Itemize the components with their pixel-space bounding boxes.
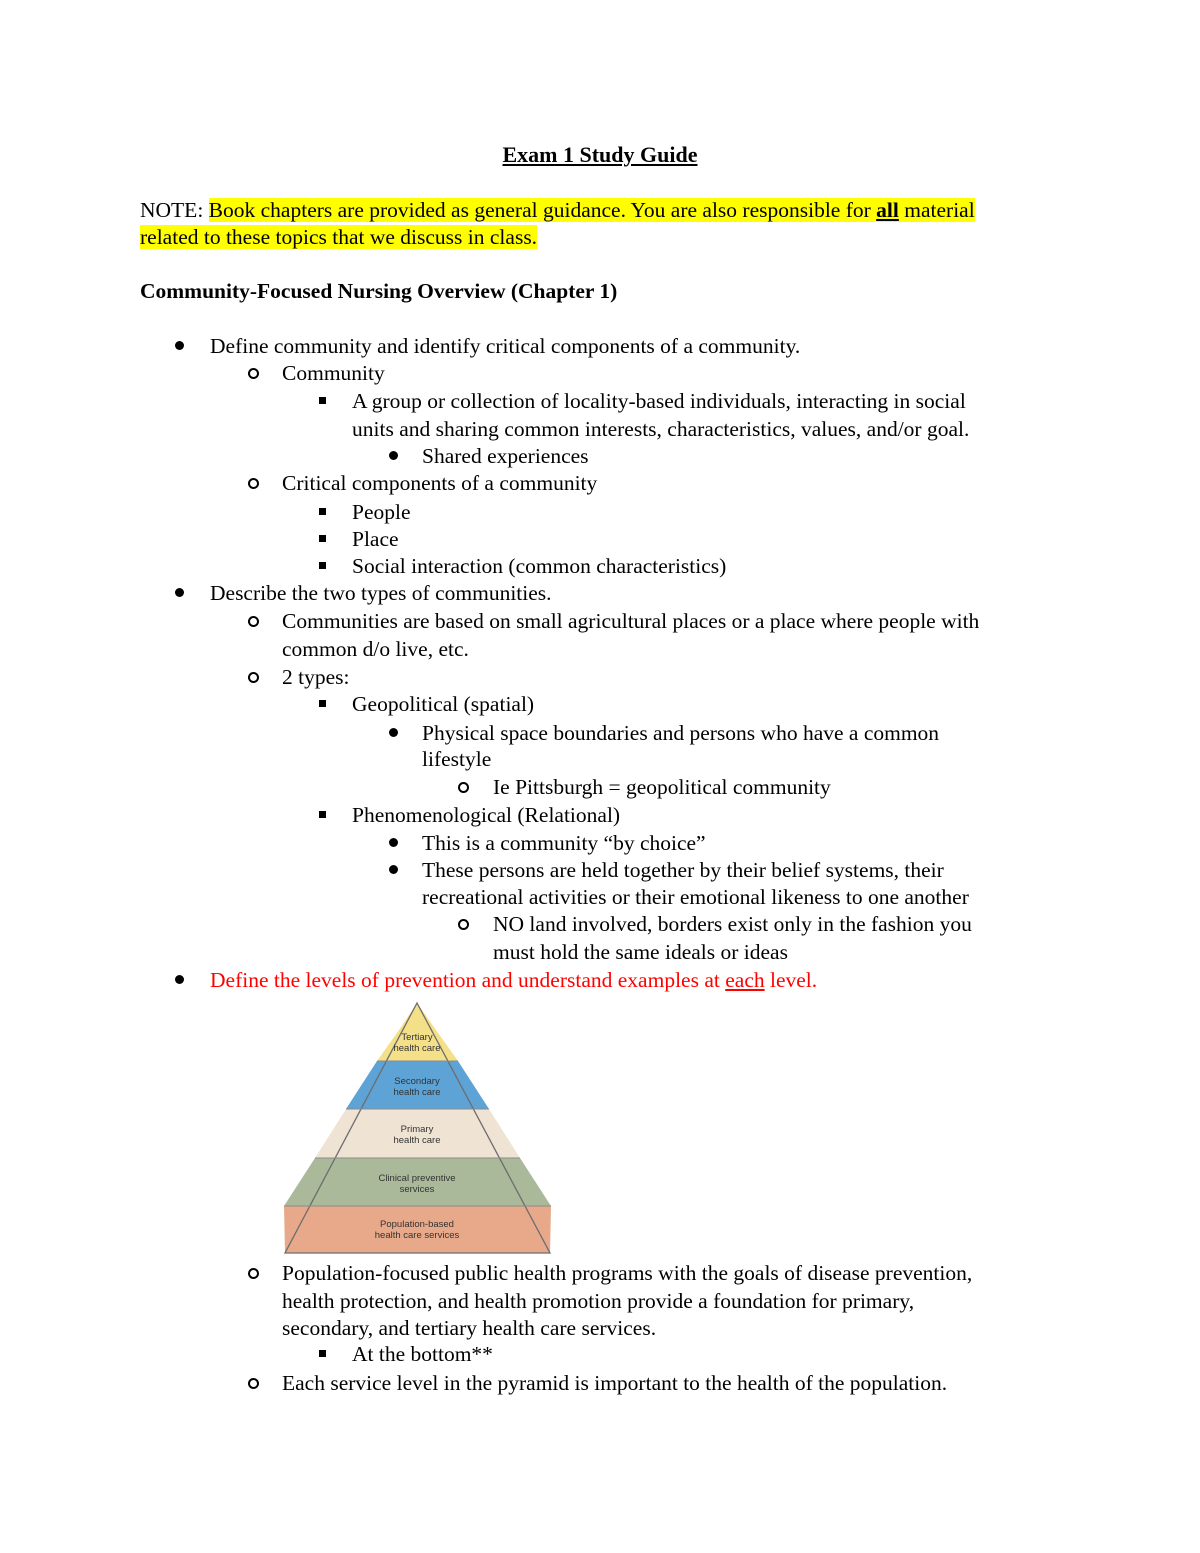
list-item: Critical components of a community bbox=[282, 471, 598, 495]
bullet-square bbox=[319, 1350, 326, 1357]
list-item: Phenomenological (Relational) bbox=[352, 803, 621, 827]
list-item-continued: units and sharing common interests, characteristics, values, and/or goal. bbox=[352, 417, 970, 441]
bullet-disc bbox=[389, 728, 398, 737]
list-item: 2 types: bbox=[282, 665, 350, 689]
pyramid-label: health care bbox=[393, 1043, 441, 1054]
prevention-pyramid-figure bbox=[280, 1000, 555, 1258]
note-prefix: NOTE: bbox=[140, 198, 209, 222]
list-item: People bbox=[352, 500, 411, 524]
pyramid-label: Primary bbox=[400, 1124, 434, 1135]
bullet-circle bbox=[248, 1378, 259, 1389]
note-text-1: Book chapters are provided as general guidance. You are also responsible for bbox=[208, 198, 877, 222]
list-item-continued: must hold the same ideals or ideas bbox=[493, 940, 788, 964]
list-item: Define community and identify critical components of a community. bbox=[210, 334, 801, 358]
list-item-continued: common d/o live, etc. bbox=[282, 637, 469, 661]
bullet-square bbox=[319, 397, 326, 404]
bullet-circle bbox=[248, 616, 259, 627]
bullet-square bbox=[319, 508, 326, 515]
note-emphasis: all bbox=[876, 198, 899, 222]
bullet-circle bbox=[248, 1268, 259, 1279]
list-item: Ie Pittsburgh = geopolitical community bbox=[493, 775, 831, 799]
bullet-disc bbox=[175, 975, 184, 984]
list-item: Social interaction (common characteristics) bbox=[352, 554, 727, 578]
bullet-circle bbox=[248, 368, 259, 379]
bullet-circle bbox=[248, 478, 259, 489]
list-item: Physical space boundaries and persons who have a common bbox=[422, 721, 940, 745]
note-line-1 bbox=[140, 197, 975, 223]
bullet-disc bbox=[389, 865, 398, 874]
list-item-continued: lifestyle bbox=[422, 747, 492, 771]
bullet-disc bbox=[389, 838, 398, 847]
list-item-continued: health protection, and health promotion provide a foundation for primary, bbox=[282, 1289, 915, 1313]
list-item: These persons are held together by their belief systems, their bbox=[422, 858, 944, 882]
pyramid-label: health care services bbox=[374, 1230, 460, 1241]
bullet-square bbox=[319, 700, 326, 707]
bullet-square bbox=[319, 811, 326, 818]
list-item: Place bbox=[352, 527, 399, 551]
pyramid-label: Population-based bbox=[380, 1219, 454, 1230]
prevention-item bbox=[210, 967, 817, 993]
bullet-square bbox=[319, 562, 326, 569]
note-text-3: related to these topics that we discuss in class. bbox=[140, 225, 538, 249]
list-item: This is a community “by choice” bbox=[422, 831, 706, 855]
list-item: A group or collection of locality-based individuals, interacting in social bbox=[352, 389, 966, 413]
list-item-continued: recreational activities or their emotional likeness to one another bbox=[422, 885, 969, 909]
bullet-circle bbox=[248, 672, 259, 683]
list-item: Shared experiences bbox=[422, 444, 589, 468]
bullet-disc bbox=[175, 588, 184, 597]
list-item: Communities are based on small agricultural places or a place where people with bbox=[282, 609, 980, 633]
note-text-2: material bbox=[898, 198, 975, 222]
pyramid-label: health care bbox=[393, 1087, 441, 1098]
list-item: NO land involved, borders exist only in the fashion you bbox=[493, 912, 972, 936]
prevention-text-2: level. bbox=[764, 968, 818, 992]
bullet-circle bbox=[458, 919, 469, 930]
pyramid-label: Tertiary bbox=[401, 1032, 433, 1043]
list-item: Community bbox=[282, 361, 385, 385]
list-item: Geopolitical (spatial) bbox=[352, 692, 535, 716]
prevention-text-1: Define the levels of prevention and understand examples at bbox=[210, 968, 726, 992]
list-item: Population-focused public health programs with the goals of disease prevention, bbox=[282, 1261, 973, 1285]
list-item: Each service level in the pyramid is important to the health of the population. bbox=[282, 1371, 948, 1395]
bullet-disc bbox=[175, 341, 184, 350]
list-item: Describe the two types of communities. bbox=[210, 581, 552, 605]
pyramid-label: health care bbox=[393, 1135, 441, 1146]
list-item: At the bottom** bbox=[352, 1342, 493, 1366]
list-item-continued: secondary, and tertiary health care services. bbox=[282, 1316, 657, 1340]
prevention-emphasis: each bbox=[725, 968, 765, 992]
pyramid-label: Secondary bbox=[394, 1076, 440, 1087]
pyramid-label: services bbox=[399, 1184, 435, 1195]
section-heading: Community-Focused Nursing Overview (Chapter 1) bbox=[140, 279, 618, 303]
pyramid-label: Clinical preventive bbox=[378, 1173, 456, 1184]
note-line-2 bbox=[140, 224, 537, 250]
bullet-circle bbox=[458, 782, 469, 793]
document-title: Exam 1 Study Guide bbox=[502, 142, 698, 167]
bullet-square bbox=[319, 535, 326, 542]
bullet-disc bbox=[389, 451, 398, 460]
